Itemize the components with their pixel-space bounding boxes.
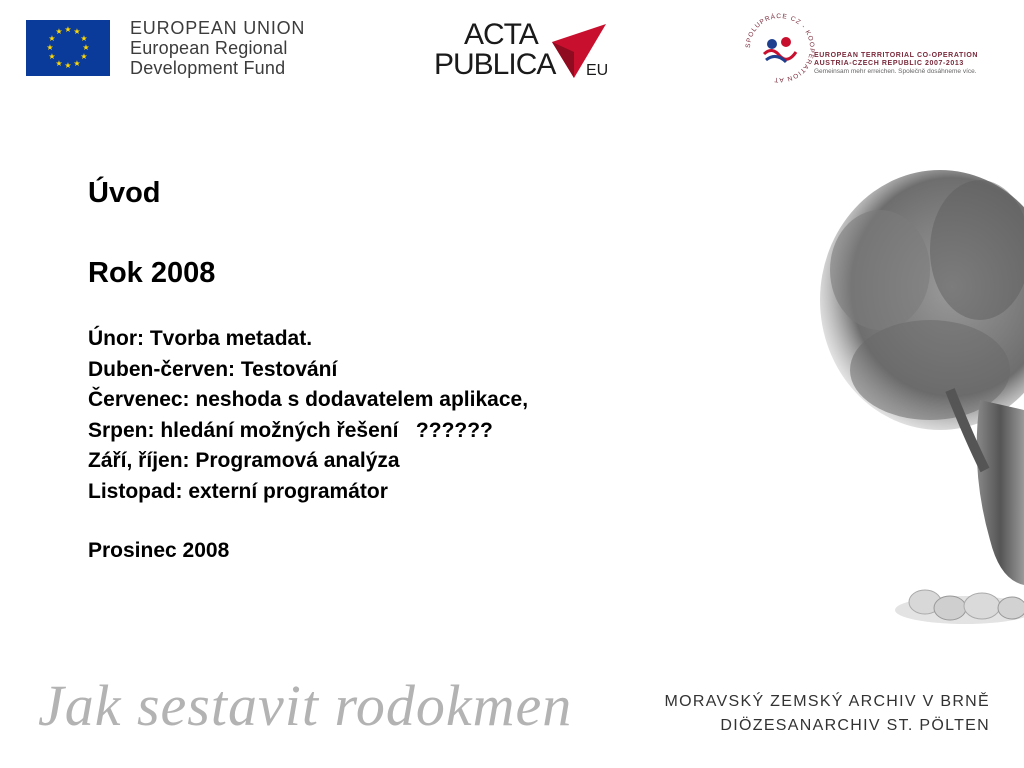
timeline-item: Listopad: externí programátor bbox=[88, 479, 388, 503]
timeline-item: Červenec: neshoda s dodavatelem aplikace, bbox=[88, 388, 529, 411]
closing-line: Prosinec 2008 bbox=[88, 539, 230, 562]
footer-organizations bbox=[665, 690, 990, 738]
eu-logo-line2: European Regional bbox=[130, 38, 288, 58]
etc-line2: AUSTRIA-CZECH REPUBLIC 2007-2013 bbox=[814, 60, 964, 67]
svg-text:★: ★ bbox=[55, 59, 63, 68]
tree-illustration bbox=[800, 140, 1024, 640]
etc-line3: Gemeinsam mehr erreichen. Společně dosáhneme více. bbox=[814, 68, 977, 75]
acta-word: ACTA bbox=[464, 18, 538, 51]
timeline-item: Srpen: hledání možných řešení ?????? bbox=[88, 418, 493, 442]
cooperation-seal-icon bbox=[742, 10, 818, 86]
footer-title: Jak sestavit rodokmen bbox=[38, 673, 573, 738]
svg-text:★: ★ bbox=[64, 61, 72, 70]
footer-org-line1: MORAVSKÝ ZEMSKÝ ARCHIV V BRNĚ bbox=[664, 693, 990, 710]
etc-line1: EUROPEAN TERRITORIAL CO-OPERATION bbox=[814, 52, 979, 59]
slide-content bbox=[88, 176, 728, 565]
svg-text:SPOLUPRÁCE CZ - KOOPERATION AT bbox=[745, 11, 815, 83]
eu-logo-text bbox=[130, 18, 305, 78]
svg-text:★: ★ bbox=[73, 27, 81, 36]
svg-text:★: ★ bbox=[80, 52, 88, 61]
eu-logo bbox=[26, 20, 305, 78]
timeline-list bbox=[88, 324, 728, 507]
svg-text:★: ★ bbox=[46, 43, 54, 52]
svg-text:★: ★ bbox=[73, 59, 81, 68]
eu-logo-line3: Development Fund bbox=[130, 58, 286, 78]
acta-publica-logo bbox=[434, 14, 614, 84]
svg-text:★: ★ bbox=[55, 27, 63, 36]
svg-text:★: ★ bbox=[80, 34, 88, 43]
year-heading: Rok 2008 bbox=[88, 257, 216, 289]
seal-ring-text: SPOLUPRÁCE CZ - KOOPERATION AT bbox=[744, 12, 816, 84]
svg-text:★: ★ bbox=[48, 34, 56, 43]
footer-org-line2: DIÖZESANARCHIV ST. PÖLTEN bbox=[720, 717, 990, 734]
publica-word: PUBLICA bbox=[434, 48, 556, 81]
acta-eu-suffix: EU bbox=[586, 62, 609, 79]
slide-heading: Úvod bbox=[88, 177, 161, 209]
timeline-item: Duben-červen: Testování bbox=[88, 357, 338, 381]
timeline-item: Září, říjen: Programová analýza bbox=[88, 449, 400, 472]
eu-logo-line1: EUROPEAN UNION bbox=[130, 18, 306, 38]
etc-programme-text bbox=[814, 52, 978, 76]
svg-text:★: ★ bbox=[48, 52, 56, 61]
timeline-item: Únor: Tvorba metadat. bbox=[88, 327, 313, 350]
svg-text:★: ★ bbox=[82, 43, 90, 52]
svg-text:★: ★ bbox=[64, 25, 72, 34]
etc-programme-logo bbox=[742, 10, 1002, 86]
eu-flag-icon bbox=[26, 20, 110, 76]
